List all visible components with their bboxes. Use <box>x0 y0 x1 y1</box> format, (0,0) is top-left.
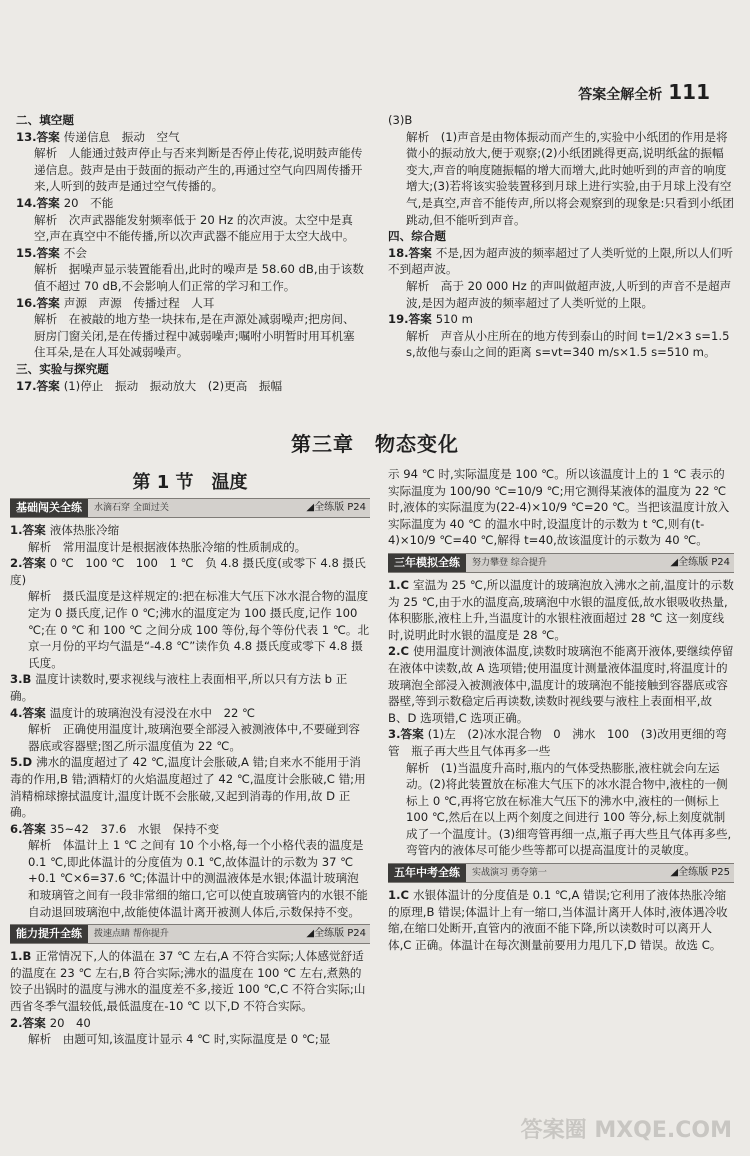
explanation: 解析 摄氏温度是这样规定的:把在标准大气压下冰水混合物的温度定为 0 摄氏度,记作 0 ℃;沸水的温度定为 100 摄氏度,记作 100 ℃;在 0 ℃ 和 100 ℃ 之间分成 100 等份,每个等份代表 1 ℃。北京一月份的平均气温是“-4.8 ℃”读作负 4.8 摄氏度或零下 4.8 摄氏度。 <box>28 589 370 670</box>
band-ability-ref: ◢全练版 P24 <box>306 927 366 939</box>
right-top-column <box>388 112 734 361</box>
answer-number: 6.答案 <box>10 821 50 836</box>
explanation: 解析 次声武器能发射频率低于 20 Hz 的次声波。太空中是真空,声在真空中不能传播,所以次声武器不能应用于太空大战中。 <box>34 212 355 244</box>
explanation: 解析 正确使用温度计,玻璃泡要全部浸入被测液体中,不要碰到容器底或容器壁;图乙所示温度值为 22 ℃。 <box>28 722 360 753</box>
explanation: 解析 常用温度计是根据液体热胀冷缩的性质制成的。 <box>28 539 307 554</box>
answer-number: 16.答案 <box>16 295 64 310</box>
answer-line: 1.C 水银体温计的分度值是 0.1 ℃,A 错误;它利用了液体热胀冷缩的原理,B 错误;体温计上有一缩口,当体温计离开人体时,液体遇冷收缩,在缩口处断开,直管内的液面不能下降,所以读数时可以离开人体,C 正确。体温计在每次测量前要用力甩几下,D 错误。故选 C。 <box>388 888 728 952</box>
answer-number: 18.答案 <box>388 245 436 260</box>
band-exam <box>388 863 734 883</box>
exam-answers <box>388 887 734 953</box>
answer-number: 2.答案 <box>10 556 50 571</box>
left-top-column <box>16 112 366 394</box>
answer-number: 17.答案 <box>16 378 64 393</box>
answer-line: 1.B 正常情况下,人的体温在 37 ℃ 左右,A 不符合实际;人体感觉舒适的温度在 23 ℃ 左右,B 符合实际;沸水的温度在 100 ℃ 左右,煮熟的饺子出锅时的温度与沸水的温度差不多,接近 100 ℃,C 不符合实际;山西省冬季气温较低,最低温度在-10 ℃ 以下,D 不符合实际。 <box>10 949 366 1014</box>
explanation: 解析 据噪声显示装置能看出,此时的噪声是 58.60 dB,由于该数值不超过 70 dB,不会影响人们正常的学习和工作。 <box>34 262 364 293</box>
answer-line: 3.答案 (1)左 (2)冰水混合物 0 沸水 100 (3)改用更细的弯管 瓶子再大些且气体再多一些 <box>388 727 727 758</box>
band-basic-sub: 水滴石穿 全面过关 <box>94 502 169 513</box>
answer-number: 19.答案 <box>388 312 436 327</box>
answer-line: 5.D 沸水的温度超过了 42 ℃,温度计会胀破,A 错;自来水不能用于消毒的作用,B 错;酒精灯的火焰温度超过了 42 ℃,温度计会胀破,C 错;用消精棉球擦拭温度计,温度计既不会胀破,又起到消毒的作用,故 D 正确。 <box>10 755 366 820</box>
answer-line: 6.答案 35~42 37.6 水银 保持不变 <box>10 821 220 836</box>
section-heading: 二、填空题 <box>16 113 74 127</box>
band-simulation-label: 三年模拟全练 <box>388 554 466 572</box>
text-line: (3)B <box>388 113 413 127</box>
answer-line: 4.答案 温度计的玻璃泡没有浸没在水中 22 ℃ <box>10 705 256 720</box>
text-line: 示 94 ℃ 时,实际温度是 100 ℃。所以该温度计上的 1 ℃ 表示的实际温度为 100/90 ℃=10/9 ℃;用它测得某液体的温度为 22 ℃ 时,液体的实际温度为(22-4)×10/9 ℃=20 ℃。当把该温度计放入实际温度为 40 ℃ 的温水中时,设温度计的示数为 t ℃,则有(t-4)×10/9 ℃=40 ℃,解得 t=40,故该温度计的示数为 40 ℃。 <box>388 467 730 548</box>
right-bottom-area <box>388 466 734 953</box>
section-heading: 四、综合题 <box>388 229 446 244</box>
answer-line: 13.答案 传递信息 振动 空气 <box>16 129 180 144</box>
answer-number: 5.D <box>10 755 37 770</box>
band-simulation <box>388 553 734 573</box>
answer-line: 2.C 使用温度计测液体温度,读数时玻璃泡不能离开液体,要继续停留在液体中读数,故 A 选项错;使用温度计测量液体温度时,将温度计的玻璃泡全部浸入被测液体中,温度计的玻璃泡不能接触到容器底或容器壁,等到示数稳定后再读数,读数时视线要与液柱上表面相平,故 B、D 选项错,C 选项正确。 <box>388 644 734 725</box>
basic-answers <box>10 522 370 920</box>
watermark: 答案圈 MXQE.COM <box>520 1118 732 1143</box>
answer-number: 1.C <box>388 577 414 592</box>
answer-number: 3.B <box>10 672 36 687</box>
answer-number: 1.B <box>10 949 36 964</box>
answer-number: 2.答案 <box>10 1015 50 1030</box>
ability-continued <box>388 466 734 549</box>
answer-number: 1.答案 <box>10 523 50 537</box>
answer-line: 19.答案 510 m <box>388 312 473 327</box>
answer-line: 1.答案 液体热胀冷缩 <box>10 523 120 537</box>
answer-line: 15.答案 不会 <box>16 245 87 260</box>
section-title: 第 1 节 温度 <box>132 472 248 493</box>
band-exam-sub: 实战演习 勇夺第一 <box>472 867 547 878</box>
section-heading: 三、实验与探究题 <box>16 361 109 376</box>
answer-line: 2.答案 20 40 <box>10 1015 91 1030</box>
explanation: 解析 (1)当温度升高时,瓶内的气体受热膨胀,液柱就会向左运动。(2)将此装置放在标准大气压下的冰水混合物中,液柱的一侧标上 0 ℃,再将它放在标准大气压下的沸水中,液柱的一侧标上 100 ℃,然后在以上两个刻度之间进行 100 等分,标上刻度就制成了一个温度计。(3)细弯管再细一点,瓶子再大些且气体再多些,弯管内的液体尽可能少些等都可以提高温度计的灵敏度。 <box>406 760 732 858</box>
explanation: 解析 声音从小庄所在的地方传到泰山的时间 t=1/2×3 s=1.5 s,故他与泰山之间的距离 s=vt=340 m/s×1.5 s=510 m。 <box>406 328 730 360</box>
band-ability <box>10 924 370 944</box>
answer-line: 14.答案 20 不能 <box>16 195 114 210</box>
answer-number: 3.答案 <box>388 727 428 742</box>
explanation: 解析 高于 20 000 Hz 的声叫做超声波,人听到的声音不是超声波,是因为超声波的频率超过了人类听觉的上限。 <box>406 278 732 310</box>
answer-line: 2.答案 0 ℃ 100 ℃ 100 1 ℃ 负 4.8 摄氏度(或零下 4.8 摄氏度) <box>10 556 366 587</box>
answer-line: 3.B 温度计读数时,要求视线与液柱上表面相平,所以只有方法 b 正确。 <box>10 672 348 703</box>
answer-line: 16.答案 声源 声源 传播过程 人耳 <box>16 295 215 310</box>
answer-line: 1.C 室温为 25 ℃,所以温度计的玻璃泡放入沸水之前,温度计的示数为 25 ℃,由于水的温度高,玻璃泡中水银的温度低,故水银吸收热量,体积膨胀,液柱上升,当温度计的水银柱液面超过 28 ℃ 这一刻度线时,说明此时水银的温度是 28 ℃。 <box>388 577 734 642</box>
left-bottom-area <box>10 494 370 1048</box>
band-ability-sub: 拨速点睛 帮你提升 <box>94 928 169 939</box>
answer-number: 2.C <box>388 644 414 659</box>
page-number: 111 <box>668 80 710 104</box>
answer-number: 1.C <box>388 888 414 903</box>
explanation: 解析 体温计上 1 ℃ 之间有 10 个小格,每一个小格代表的温度是 0.1 ℃,即此体温计的分度值为 0.1 ℃,故体温计的示数为 37 ℃+0.1 ℃×6=37.6 ℃;体温计中的测温液体是水银;体温计玻璃泡和玻璃管之间有一段非常细的缩口,它可以使直玻璃管内的水银不能自动退回玻璃泡中,故能使体温计离开被测人体后,示数保持不变。 <box>28 838 368 919</box>
explanation: 解析 由题可知,该温度计显示 4 ℃ 时,实际温度是 0 ℃;显 <box>28 1032 331 1047</box>
answer-line: 17.答案 (1)停止 振动 振动放大 (2)更高 振幅 <box>16 378 283 393</box>
band-simulation-sub: 努力攀登 综合提升 <box>472 557 547 568</box>
answer-number: 14.答案 <box>16 195 64 210</box>
band-ability-label: 能力提升全练 <box>10 925 88 943</box>
answer-number: 4.答案 <box>10 705 50 720</box>
band-exam-label: 五年中考全练 <box>388 864 466 882</box>
explanation: 解析 人能通过鼓声停止与否来判断是否停止传花,说明鼓声能传递信息。鼓声是由于鼓面的振动产生的,再通过空气向四周传播开来,人听到的鼓声是通过空气传播的。 <box>34 146 363 194</box>
ability-answers <box>10 948 370 1048</box>
answer-number: 15.答案 <box>16 245 64 260</box>
header-title: 答案全解全析 <box>578 87 663 103</box>
answer-number: 13.答案 <box>16 129 64 144</box>
simulation-answers <box>388 577 734 859</box>
band-basic <box>10 498 370 518</box>
band-simulation-ref: ◢全练版 P24 <box>670 556 730 568</box>
band-basic-ref: ◢全练版 P24 <box>306 501 366 513</box>
chapter-title: 第三章 物态变化 <box>291 432 459 456</box>
explanation: 解析 (1)声音是由物体振动而产生的,实验中小纸团的作用是将微小的振动放大,便于观察;(2)小纸团跳得更高,说明纸盆的振幅变大,声音的响度随振幅的增大而增大,此时她听到的声音的响度增大;(3)若将该实验装置移到月球上进行实验,由于月球上没有空气,是真空,声音不能传声,所以将会观察到的现象是:只看到小纸团跳动,但不能听到声音。 <box>406 129 734 227</box>
explanation: 解析 在被敲的地方垫一块抹布,是在声源处减弱噪声;把房间、厨房门窗关闭,是在传播过程中减弱噪声;嘱咐小明暂时用耳机塞住耳朵,是在人耳处减弱噪声。 <box>34 312 355 360</box>
band-basic-label: 基础闯关全练 <box>10 499 88 517</box>
answer-line: 18.答案 不是,因为超声波的频率超过了人类听觉的上限,所以人们听不到超声波。 <box>388 245 733 277</box>
page-header <box>578 80 710 104</box>
band-exam-ref: ◢全练版 P25 <box>670 866 730 878</box>
